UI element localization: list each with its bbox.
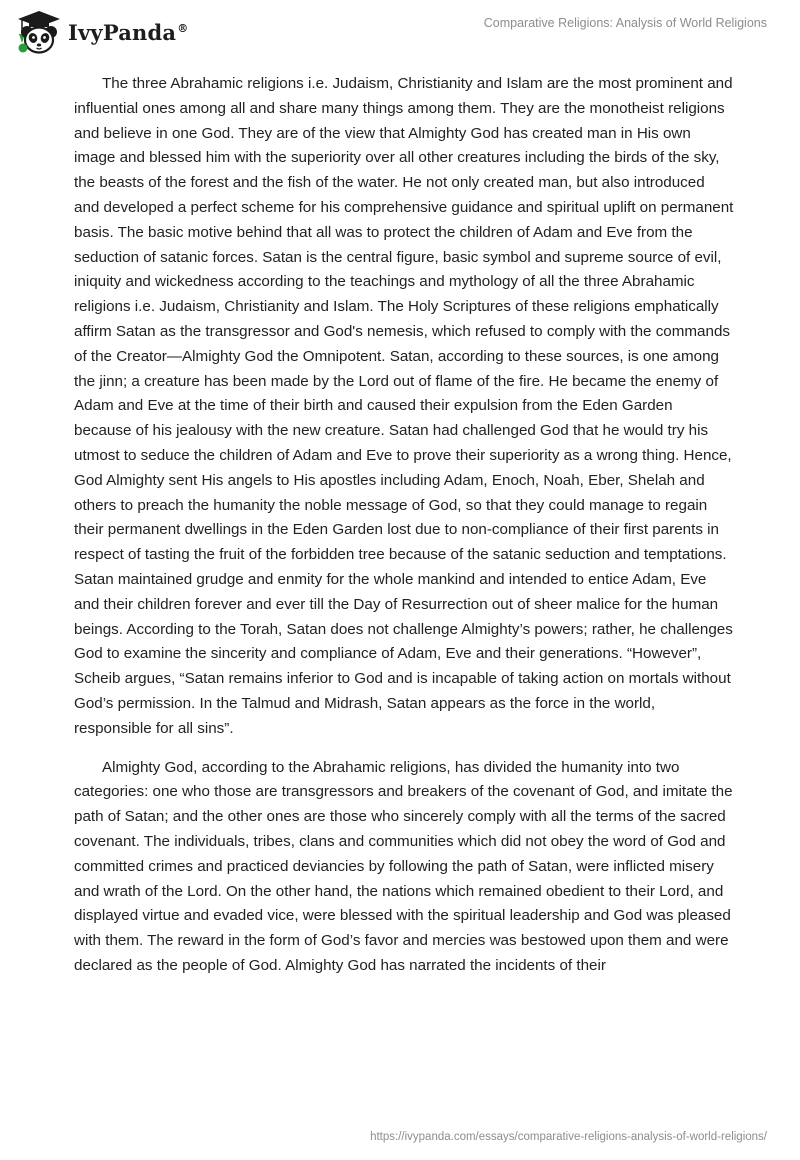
panda-graduate-icon <box>14 10 64 54</box>
page-header <box>0 0 800 64</box>
brand-logo[interactable] <box>14 10 188 54</box>
essay-body <box>74 72 734 993</box>
source-url[interactable]: https://ivypanda.com/essays/comparative-religions-analysis-of-world-religions/ <box>370 1131 767 1143</box>
registered-mark: ® <box>177 21 189 35</box>
document-title: Comparative Religions: Analysis of World Religions <box>483 16 767 30</box>
paragraph: The three Abrahamic religions i.e. Judaism, Christianity and Islam are the most prominent and influential ones among all and share many things among them. They are the monotheist religions and believe in one God. They are of the view that Almighty God has created man in His own image and blessed him with the superiority over all other creatures including the birds of the sky, the beasts of the forest and the fish of the water. He not only created man, but also introduced and developed a perfect scheme for his comprehensive guidance and spiritual uplift on permanent basis. The basic motive behind that all was to protect the children of Adam and Eve from the seduction of satanic forces. Satan is the central figure, basic symbol and supreme source of evil, iniquity and wickedness according to the teachings and mythology of all the three Abrahamic religions i.e. Judaism, Christianity and Islam. The Holy Scriptures of these religions emphatically affirm Satan as the transgressor and God's nemesis, which refused to comply with the commands of the Creator—Almighty God the Omnipotent. Satan, according to these sources, is one among the jinn; a creature has been made by the Lord out of flame of the fire. He became the enemy of Adam and Eve at the time of their birth and caused their expulsion from the Eden Garden because of his jealousy with the new creature. Satan had challenged God that he would try his utmost to seduce the children of Adam and Eve to prove their superiority as a wrong thing. Hence, God Almighty sent His angels to His apostles including Adam, Enoch, Noah, Eber, Shelah and others to preach the humanity the noble message of God, so that they could manage to regain their permanent dwellings in the Eden Garden lost due to non-compliance of their first parents in respect of tasting the fruit of the forbidden tree because of the satanic seduction and temptations. Satan maintained grudge and enmity for the whole mankind and intended to entice Adam, Eve and their children forever and ever till the Day of Resurrection out of sheer malice for the human beings. According to the Torah, Satan does not challenge Almighty’s powers; rather, he challenges God to examine the sincerity and compliance of Adam, Eve and their generations. “However”, Scheib argues, “Satan remains inferior to God and is incapable of taking action on mortals without God’s permission. In the Talmud and Midrash, Satan appears as the force in the world, responsible for all sins”. <box>74 75 734 737</box>
paragraph: Almighty God, according to the Abrahamic religions, has divided the humanity into two categories: one who those are transgressors and breakers of the covenant of God, and imitate the path of Satan; and the other ones are those who sincerely comply with all the terms of the sacred covenant. The individuals, tribes, clans and communities which did not obey the word of God and committed crimes and practiced deviancies by following the path of Satan, were inflicted misery and wrath of the Lord. On the other hand, the nations which remained obedient to their Lord, and displayed virtue and evaded vice, were blessed with the spiritual leadership and God was pleased with them. The reward in the form of God’s favor and mercies was bestowed upon them and were declared as the people of God. Almighty God has narrated the incidents of their <box>74 758 733 974</box>
brand-name: IvyPanda® <box>68 19 189 45</box>
